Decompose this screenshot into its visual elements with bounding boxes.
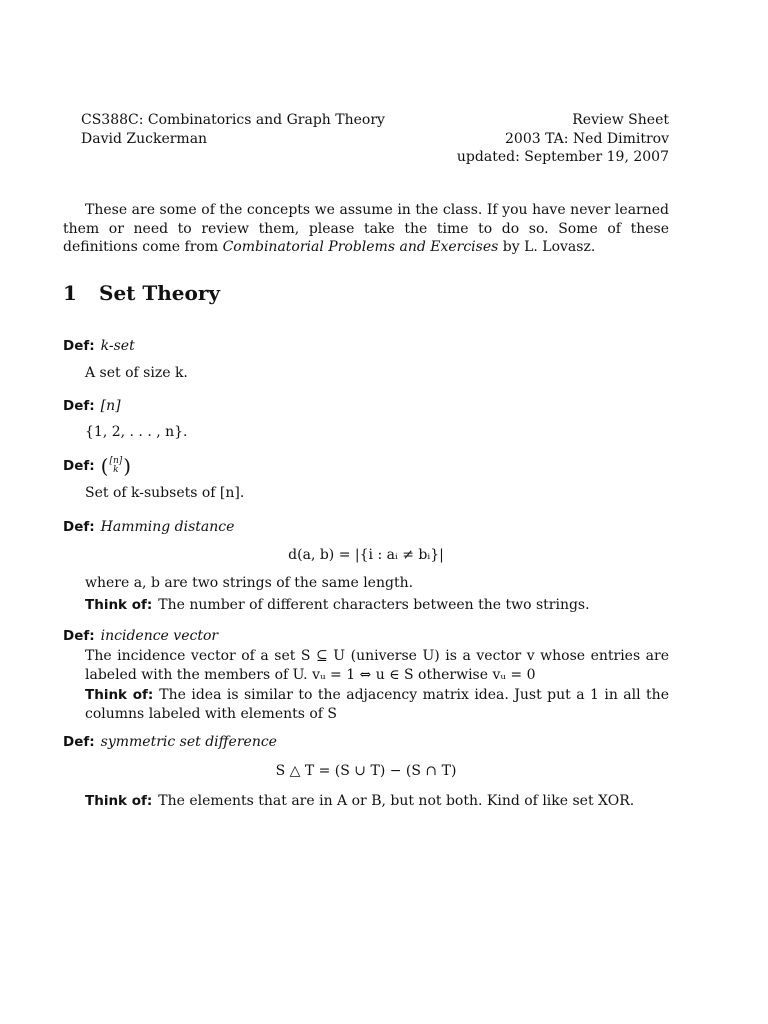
definition-kset-body: A set of size k. xyxy=(85,365,188,381)
updated-date: updated: September 19, 2007 xyxy=(456,149,669,165)
def-keyword: Def: xyxy=(63,458,95,474)
incidence-think-of xyxy=(85,686,669,724)
binom-top: [n] xyxy=(109,456,123,466)
symdiff-think-of xyxy=(85,792,669,811)
definition-term: incidence vector xyxy=(100,628,219,644)
def-keyword: Def: xyxy=(63,398,95,414)
def-keyword: Def: xyxy=(63,519,95,535)
section-title: Set Theory xyxy=(99,281,221,305)
think-keyword: Think of: xyxy=(85,687,154,703)
think-text: The number of different characters between the two strings. xyxy=(158,597,590,613)
definition-term: symmetric set difference xyxy=(100,734,277,750)
definition-term: [n] xyxy=(100,398,121,414)
book-title: Combinatorial Problems and Exercises xyxy=(222,239,499,255)
definition-n-body: {1, 2, . . . , n}. xyxy=(85,424,188,440)
intro-text-2: by L. Lovasz. xyxy=(498,239,596,255)
def-keyword: Def: xyxy=(63,628,95,644)
definition-term: Hamming distance xyxy=(100,519,235,535)
incidence-body: The incidence vector of a set S ⊆ U (universe U) is a vector v whose entries are labeled with the members of U. vᵤ = 1 ⇔ u ∈ S otherwise vᵤ = 0 xyxy=(85,648,669,683)
symdiff-equation: S △ T = (S ∪ T) − (S ∩ T) xyxy=(275,763,457,779)
instructor-name: David Zuckerman xyxy=(81,131,208,147)
think-keyword: Think of: xyxy=(85,793,153,809)
definition-term: k-set xyxy=(100,338,135,354)
definition-symdiff-heading xyxy=(63,734,277,750)
binom-bottom: k xyxy=(113,465,119,475)
intro-text-1: These are some of the concepts we assume in the class. If you have never learned them or need to review them, please take the time to do so. Some of these definitions come from xyxy=(63,202,669,255)
section-number: 1 xyxy=(63,281,77,305)
definition-binom-body: Set of k-subsets of [n]. xyxy=(85,485,245,501)
hamming-body: where a, b are two strings of the same length. xyxy=(85,575,414,591)
definition-hamming-heading xyxy=(63,519,234,535)
intro-paragraph xyxy=(63,201,669,257)
def-keyword: Def: xyxy=(63,734,95,750)
definition-binom-heading xyxy=(63,456,131,476)
hamming-equation: d(a, b) = |{i : aᵢ ≠ bᵢ}| xyxy=(288,547,444,563)
think-keyword: Think of: xyxy=(85,597,153,613)
hamming-think-of xyxy=(85,596,669,615)
binomial-notation: ( [n] k ) xyxy=(100,454,132,478)
course-title: CS388C: Combinatorics and Graph Theory xyxy=(81,112,385,128)
document-type: Review Sheet xyxy=(572,112,669,128)
def-keyword: Def: xyxy=(63,338,95,354)
definition-incidence-heading xyxy=(63,628,218,644)
definition-n-heading xyxy=(63,398,121,414)
think-text: The idea is similar to the adjacency matrix idea. Just put a 1 in all the columns labeled with elements of S xyxy=(85,687,669,722)
ta-name: 2003 TA: Ned Dimitrov xyxy=(505,131,669,147)
section-heading xyxy=(63,281,220,305)
definition-kset-heading xyxy=(63,338,135,354)
think-text: The elements that are in A or B, but not both. Kind of like set XOR. xyxy=(158,793,635,809)
